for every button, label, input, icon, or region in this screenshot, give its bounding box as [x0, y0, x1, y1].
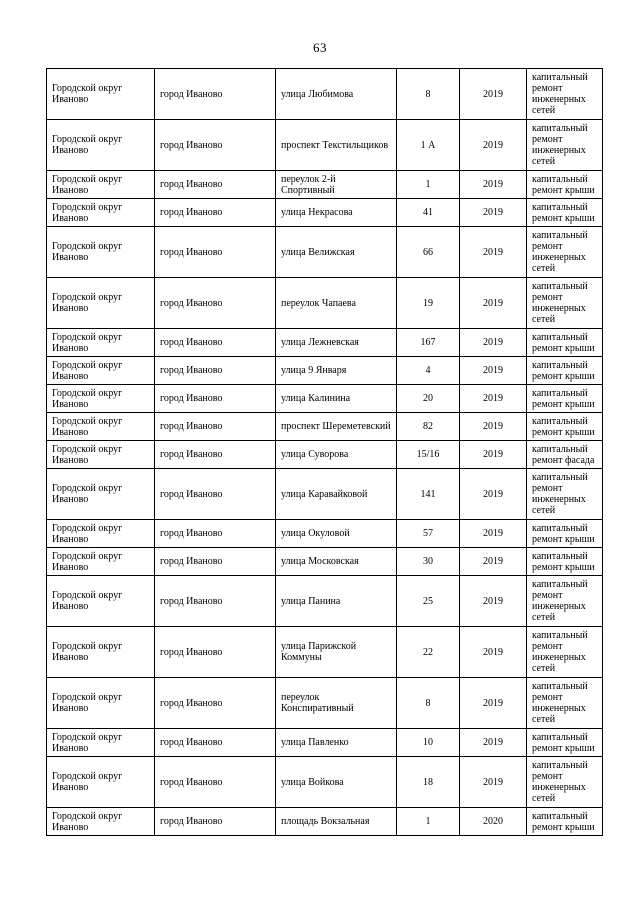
district-cell: Городской округ Иваново [47, 678, 155, 729]
house-cell: 19 [397, 278, 460, 329]
table-row [47, 520, 603, 548]
street-cell: улица Павленко [276, 729, 397, 757]
street-cell: улица Суворова [276, 441, 397, 469]
house-cell: 57 [397, 520, 460, 548]
year-cell: 2019 [460, 757, 527, 808]
table-row [47, 729, 603, 757]
district-cell: Городской округ Иваново [47, 120, 155, 171]
page-number: 63 [313, 40, 327, 55]
year-cell: 2019 [460, 729, 527, 757]
house-cell: 20 [397, 385, 460, 413]
work-type-cell: капитальный ремонт инженерных сетей [527, 227, 603, 278]
year-cell: 2019 [460, 441, 527, 469]
street-cell: улица Каравайковой [276, 469, 397, 520]
house-cell: 82 [397, 413, 460, 441]
house-cell: 8 [397, 678, 460, 729]
city-cell: город Иваново [155, 199, 276, 227]
city-cell: город Иваново [155, 678, 276, 729]
work-type-cell: капитальный ремонт инженерных сетей [527, 757, 603, 808]
district-cell: Городской округ Иваново [47, 808, 155, 836]
work-type-cell: капитальный ремонт крыши [527, 171, 603, 199]
city-cell: город Иваново [155, 808, 276, 836]
work-type-cell: капитальный ремонт крыши [527, 385, 603, 413]
work-type-cell: капитальный ремонт крыши [527, 357, 603, 385]
district-cell: Городской округ Иваново [47, 171, 155, 199]
work-type-cell: капитальный ремонт крыши [527, 413, 603, 441]
house-cell: 141 [397, 469, 460, 520]
house-cell: 4 [397, 357, 460, 385]
work-type-cell: капитальный ремонт инженерных сетей [527, 120, 603, 171]
house-cell: 15/16 [397, 441, 460, 469]
house-cell: 18 [397, 757, 460, 808]
district-cell: Городской округ Иваново [47, 520, 155, 548]
table-row [47, 757, 603, 808]
year-cell: 2019 [460, 385, 527, 413]
city-cell: город Иваново [155, 171, 276, 199]
table-row [47, 469, 603, 520]
street-cell: улица Московская [276, 548, 397, 576]
district-cell: Городской округ Иваново [47, 413, 155, 441]
house-cell: 22 [397, 627, 460, 678]
house-cell: 41 [397, 199, 460, 227]
work-type-cell: капитальный ремонт инженерных сетей [527, 627, 603, 678]
street-cell: улица Войкова [276, 757, 397, 808]
city-cell: город Иваново [155, 520, 276, 548]
work-type-cell: капитальный ремонт крыши [527, 520, 603, 548]
table-row [47, 357, 603, 385]
house-cell: 8 [397, 69, 460, 120]
city-cell: город Иваново [155, 69, 276, 120]
street-cell: улица Калинина [276, 385, 397, 413]
house-cell: 25 [397, 576, 460, 627]
year-cell: 2019 [460, 548, 527, 576]
district-cell: Городской округ Иваново [47, 199, 155, 227]
city-cell: город Иваново [155, 357, 276, 385]
house-cell: 1 [397, 171, 460, 199]
year-cell: 2019 [460, 469, 527, 520]
year-cell: 2019 [460, 678, 527, 729]
repair-register-table [46, 68, 603, 836]
district-cell: Городской округ Иваново [47, 69, 155, 120]
street-cell: площадь Вокзальная [276, 808, 397, 836]
year-cell: 2019 [460, 227, 527, 278]
district-cell: Городской округ Иваново [47, 729, 155, 757]
district-cell: Городской округ Иваново [47, 576, 155, 627]
table-row [47, 627, 603, 678]
table-row [47, 227, 603, 278]
district-cell: Городской округ Иваново [47, 548, 155, 576]
year-cell: 2019 [460, 171, 527, 199]
city-cell: город Иваново [155, 441, 276, 469]
house-cell: 1 [397, 808, 460, 836]
table-row [47, 548, 603, 576]
work-type-cell: капитальный ремонт крыши [527, 199, 603, 227]
district-cell: Городской округ Иваново [47, 469, 155, 520]
work-type-cell: капитальный ремонт инженерных сетей [527, 469, 603, 520]
district-cell: Городской округ Иваново [47, 329, 155, 357]
table-row [47, 385, 603, 413]
year-cell: 2019 [460, 357, 527, 385]
house-cell: 1 А [397, 120, 460, 171]
street-cell: улица Любимова [276, 69, 397, 120]
city-cell: город Иваново [155, 548, 276, 576]
table-row [47, 678, 603, 729]
street-cell: улица Лежневская [276, 329, 397, 357]
year-cell: 2019 [460, 520, 527, 548]
street-cell: улица Велижская [276, 227, 397, 278]
city-cell: город Иваново [155, 227, 276, 278]
city-cell: город Иваново [155, 469, 276, 520]
city-cell: город Иваново [155, 576, 276, 627]
street-cell: улица Окуловой [276, 520, 397, 548]
house-cell: 66 [397, 227, 460, 278]
table-row [47, 808, 603, 836]
street-cell: улица Некрасова [276, 199, 397, 227]
district-cell: Городской округ Иваново [47, 357, 155, 385]
table-row [47, 171, 603, 199]
street-cell: проспект Шереметевский [276, 413, 397, 441]
street-cell: переулок 2-й Спортивный [276, 171, 397, 199]
work-type-cell: капитальный ремонт инженерных сетей [527, 576, 603, 627]
district-cell: Городской округ Иваново [47, 227, 155, 278]
street-cell: переулок Конспиративный [276, 678, 397, 729]
street-cell: переулок Чапаева [276, 278, 397, 329]
table-row [47, 120, 603, 171]
work-type-cell: капитальный ремонт крыши [527, 808, 603, 836]
city-cell: город Иваново [155, 757, 276, 808]
year-cell: 2020 [460, 808, 527, 836]
table-row [47, 413, 603, 441]
work-type-cell: капитальный ремонт крыши [527, 329, 603, 357]
work-type-cell: капитальный ремонт инженерных сетей [527, 69, 603, 120]
city-cell: город Иваново [155, 627, 276, 678]
table-row [47, 199, 603, 227]
street-cell: улица Панина [276, 576, 397, 627]
city-cell: город Иваново [155, 120, 276, 171]
year-cell: 2019 [460, 413, 527, 441]
city-cell: город Иваново [155, 278, 276, 329]
street-cell: улица 9 Января [276, 357, 397, 385]
year-cell: 2019 [460, 278, 527, 329]
work-type-cell: капитальный ремонт крыши [527, 548, 603, 576]
work-type-cell: капитальный ремонт фасада [527, 441, 603, 469]
street-cell: проспект Текстильщиков [276, 120, 397, 171]
work-type-cell: капитальный ремонт инженерных сетей [527, 278, 603, 329]
table-row [47, 576, 603, 627]
house-cell: 167 [397, 329, 460, 357]
street-cell: улица Парижской Коммуны [276, 627, 397, 678]
year-cell: 2019 [460, 627, 527, 678]
house-cell: 30 [397, 548, 460, 576]
district-cell: Городской округ Иваново [47, 441, 155, 469]
city-cell: город Иваново [155, 729, 276, 757]
year-cell: 2019 [460, 69, 527, 120]
district-cell: Городской округ Иваново [47, 757, 155, 808]
year-cell: 2019 [460, 329, 527, 357]
work-type-cell: капитальный ремонт инженерных сетей [527, 678, 603, 729]
district-cell: Городской округ Иваново [47, 385, 155, 413]
district-cell: Городской округ Иваново [47, 278, 155, 329]
year-cell: 2019 [460, 199, 527, 227]
work-type-cell: капитальный ремонт крыши [527, 729, 603, 757]
table-row [47, 69, 603, 120]
year-cell: 2019 [460, 576, 527, 627]
city-cell: город Иваново [155, 413, 276, 441]
table-row [47, 278, 603, 329]
table-row [47, 441, 603, 469]
city-cell: город Иваново [155, 329, 276, 357]
table-row [47, 329, 603, 357]
year-cell: 2019 [460, 120, 527, 171]
city-cell: город Иваново [155, 385, 276, 413]
district-cell: Городской округ Иваново [47, 627, 155, 678]
house-cell: 10 [397, 729, 460, 757]
